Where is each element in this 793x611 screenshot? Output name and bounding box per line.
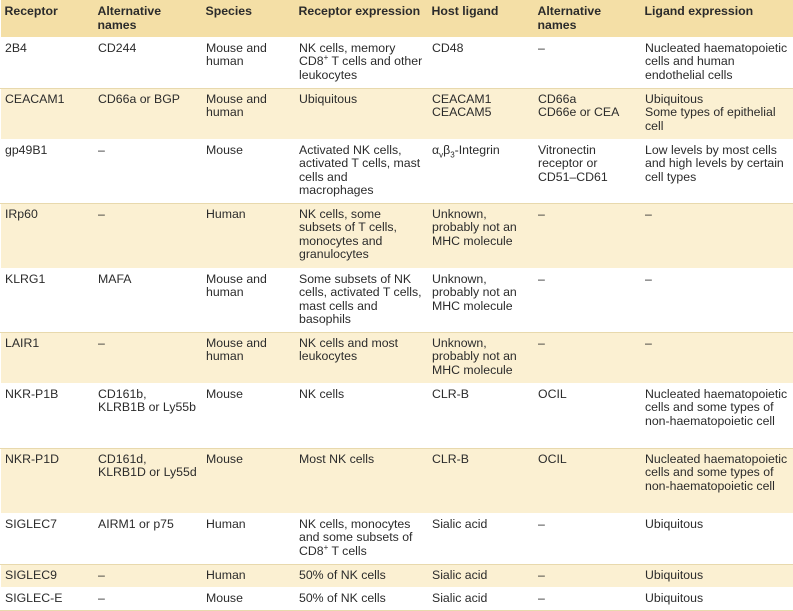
cell-ligand-expression: – — [641, 268, 793, 332]
cell-species: Human — [206, 206, 246, 221]
cell-host-ligand: Sialic acid — [432, 567, 488, 582]
cell-receptor-expression: NK cells and most leukocytes — [299, 335, 399, 364]
table-row — [1, 268, 793, 332]
cell-host-ligand: CEACAM1 CEACAM5 — [432, 91, 492, 120]
cell-alternative-names: – — [98, 567, 105, 582]
cell-ligand-alternative-names: Vitronectin receptor or CD51–CD61 — [534, 139, 641, 203]
cell-ligand-alternative-names: – — [534, 513, 641, 564]
cell-receptor: gp49B1 — [1, 139, 94, 203]
cell-ligand-alternative-names: – — [534, 268, 641, 332]
cell-species: Mouse and human — [202, 37, 295, 88]
cell-ligand-expression: Nucleated haematopoietic cells and some types of non-haematopoietic cell — [645, 451, 788, 493]
header-receptor: Receptor — [4, 4, 58, 18]
header-species: Species — [205, 4, 252, 18]
cell-receptor: NKR-P1D — [5, 451, 59, 466]
cell-receptor-expression: Activated NK cells, activated T cells, mast cells and macrophages — [295, 139, 428, 203]
header-row — [1, 0, 793, 37]
table-row — [1, 383, 793, 448]
table-row — [1, 203, 793, 268]
cell-alternative-names: AIRM1 or p75 — [94, 513, 202, 564]
cell-ligand-expression: Ubiquitous — [641, 587, 793, 610]
cell-receptor-expression: NK cells, monocytes and some subsets of CD8+ T cells — [295, 513, 428, 564]
cell-species: Mouse and human — [202, 268, 295, 332]
header-ligand-expression: Ligand expression — [644, 4, 754, 18]
cell-receptor-expression: Most NK cells — [299, 451, 375, 466]
cell-receptor-expression: NK cells, memory CD8+ T cells and other leukocytes — [295, 37, 428, 88]
cell-receptor: LAIR1 — [5, 335, 40, 350]
cell-alternative-names: CD161d, KLRB1D or Ly55d — [98, 451, 197, 480]
cell-alternative-names: – — [98, 335, 105, 350]
table-row — [1, 37, 793, 88]
cell-receptor: KLRG1 — [1, 268, 94, 332]
cell-host-ligand: CLR-B — [432, 451, 469, 466]
table-row — [1, 587, 793, 610]
cell-alternative-names: – — [94, 587, 202, 610]
cell-ligand-alternative-names: – — [538, 335, 545, 350]
cell-host-ligand: Unknown, probably not an MHC molecule — [432, 206, 517, 248]
cell-receptor: 2B4 — [1, 37, 94, 88]
table-header — [1, 0, 793, 37]
cell-ligand-expression: Ubiquitous — [641, 513, 793, 564]
cell-ligand-expression: Low levels by most cells and high levels by certain cell types — [641, 139, 793, 203]
cell-receptor: SIGLEC-E — [1, 587, 94, 610]
cell-receptor: IRp60 — [5, 206, 38, 221]
cell-receptor: NKR-P1B — [1, 383, 94, 448]
cell-ligand-alternative-names: – — [538, 206, 545, 221]
cell-receptor-expression: 50% of NK cells — [295, 587, 428, 610]
cell-ligand-expression: Nucleated haematopoietic cells and human endothelial cells — [641, 37, 793, 88]
cell-species: Human — [202, 513, 295, 564]
cell-species: Mouse and human — [206, 91, 267, 120]
cell-receptor-expression: NK cells, some subsets of T cells, monocytes and granulocytes — [299, 206, 397, 262]
header-ligand-alternative-names: Alternative names — [537, 4, 602, 32]
header-host-ligand: Host ligand — [431, 4, 499, 18]
cell-species: Human — [206, 567, 246, 582]
cell-alternative-names: CD66a or BGP — [98, 91, 181, 106]
cell-receptor-expression: Some subsets of NK cells, activated T cells, mast cells and basophils — [295, 268, 428, 332]
cell-receptor: SIGLEC7 — [1, 513, 94, 564]
table-row — [1, 139, 793, 203]
cell-alternative-names: CD161b, KLRB1B or Ly55b — [94, 383, 202, 448]
table-row — [1, 513, 793, 564]
cell-host-ligand: CD48 — [428, 37, 534, 88]
header-alternative-names: Alternative names — [97, 4, 162, 32]
cell-ligand-alternative-names: – — [534, 587, 641, 610]
cell-species: Mouse and human — [206, 335, 267, 364]
cell-ligand-alternative-names: – — [538, 567, 545, 582]
table-row — [1, 564, 793, 587]
cell-host-ligand: Unknown, probably not an MHC molecule — [428, 268, 534, 332]
cell-receptor: SIGLEC9 — [5, 567, 57, 582]
cell-ligand-expression: – — [645, 206, 652, 221]
cell-species: Mouse — [202, 139, 295, 203]
table-body — [1, 37, 793, 610]
cell-ligand-alternative-names: OCIL — [538, 451, 567, 466]
cell-species: Mouse — [202, 587, 295, 610]
table-row — [1, 332, 793, 383]
cell-ligand-expression: – — [645, 335, 652, 350]
cell-host-ligand: $\alpha_v\beta_3$-Integrin — [428, 139, 534, 203]
cell-ligand-expression: Ubiquitous Some types of epithelial cell — [645, 91, 776, 133]
cell-host-ligand: CLR-B — [428, 383, 534, 448]
cell-species: Mouse — [206, 451, 243, 466]
table-row — [1, 88, 793, 139]
cell-host-ligand: Sialic acid — [428, 587, 534, 610]
cell-receptor-expression: 50% of NK cells — [299, 567, 386, 582]
cell-receptor-expression: Ubiquitous — [299, 91, 358, 106]
cell-alternative-names: MAFA — [94, 268, 202, 332]
cell-host-ligand: Sialic acid — [428, 513, 534, 564]
cell-receptor-expression: NK cells — [295, 383, 428, 448]
cell-alternative-names: – — [94, 139, 202, 203]
cell-ligand-expression: Nucleated haematopoietic cells and some types of non-haematopoietic cell — [641, 383, 793, 448]
table-row — [1, 448, 793, 513]
cell-alternative-names: CD244 — [94, 37, 202, 88]
cell-ligand-alternative-names: CD66a CD66e or CEA — [538, 91, 620, 120]
cell-species: Mouse — [202, 383, 295, 448]
cell-receptor: CEACAM1 — [5, 91, 65, 106]
cell-ligand-alternative-names: – — [534, 37, 641, 88]
header-receptor-expression: Receptor expression — [298, 4, 421, 18]
cell-ligand-alternative-names: OCIL — [534, 383, 641, 448]
cell-alternative-names: – — [98, 206, 105, 221]
cell-ligand-expression: Ubiquitous — [645, 567, 704, 582]
cell-host-ligand: Unknown, probably not an MHC molecule — [432, 335, 517, 377]
